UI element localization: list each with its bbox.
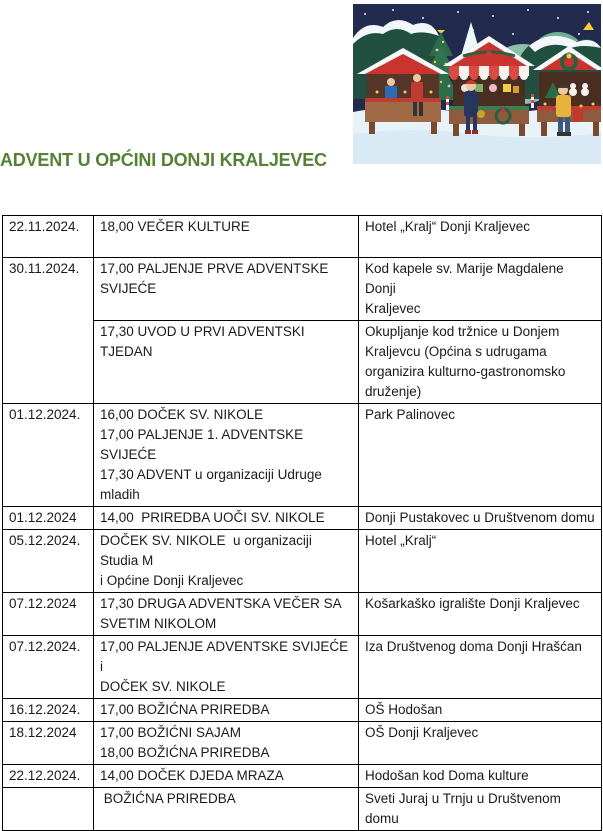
location-text: Kod kapele sv. Marije Magdalene Donji [365, 261, 568, 296]
location-cell [359, 530, 602, 593]
date-text: 01.12.2024. [9, 407, 81, 422]
date-cell [3, 530, 94, 593]
event-cell [94, 404, 359, 507]
event-text: BOŽIĆNA PRIREDBA [100, 791, 236, 806]
event-cell [94, 507, 359, 530]
date-text: 18.12.2024 [9, 725, 77, 740]
table-row [3, 404, 602, 507]
advent-schedule-table [2, 215, 602, 831]
event-cell [94, 699, 359, 722]
event-text: i Općine Donji Kraljevec [100, 573, 244, 588]
event-text: 17,30 UVOD U PRVI ADVENTSKI TJEDAN [100, 324, 312, 359]
date-cell [3, 216, 94, 258]
location-text: OŠ Hodošan [365, 702, 443, 717]
location-cell [359, 321, 602, 404]
christmas-market-illustration [353, 4, 601, 164]
event-cell [94, 530, 359, 593]
event-cell [94, 258, 359, 321]
location-cell [359, 507, 602, 530]
page-title: ADVENT U OPĆINI DONJI KRALJEVEC [0, 150, 327, 170]
event-text: 17,00 PALJENJE 1. ADVENTSKE SVIJEĆE [100, 427, 307, 462]
table-row [3, 507, 602, 530]
event-text: DOČEK SV. NIKOLE u organizaciji Studia M [100, 533, 316, 568]
location-cell [359, 404, 602, 507]
location-text: Kraljevcu (Općina s udrugama [365, 344, 547, 359]
event-text: mladih [100, 487, 140, 502]
date-text: 07.12.2024. [9, 639, 81, 654]
date-text: 30.11.2024. [9, 261, 80, 276]
event-text: 17,30 DRUGA ADVENTSKA VEČER SA [100, 596, 342, 611]
event-cell [94, 722, 359, 765]
event-text: 18,00 VEČER KULTURE [100, 219, 250, 234]
table-row [3, 530, 602, 593]
location-text: OŠ Donji Kraljevec [365, 725, 479, 740]
date-text: 01.12.2024 [9, 510, 77, 525]
date-text: 22.12.2024. [9, 768, 81, 783]
location-text: druženje) [365, 384, 422, 399]
event-text: 14,00 DOČEK DJEDA MRAZA [100, 768, 284, 783]
event-text: 17,00 BOŽIĆNI SAJAM [100, 725, 242, 740]
date-cell [3, 722, 94, 765]
event-text: DOČEK SV. NIKOLE [100, 679, 226, 694]
date-cell [3, 765, 94, 788]
location-cell [359, 258, 602, 321]
location-text: Hodošan kod Doma kulture [365, 768, 529, 783]
location-text: Donji Pustakovec u Društvenom domu [365, 510, 595, 525]
location-text: Iza Društvenog doma Donji Hrašćan [365, 639, 582, 654]
date-cell [3, 636, 94, 699]
table-row [3, 636, 602, 699]
table-row [3, 216, 602, 258]
christmas-market-scene [353, 4, 601, 164]
date-text: 16.12.2024. [9, 702, 81, 717]
location-text: Sveti Juraj u Trnju u Društvenom domu [365, 791, 565, 826]
event-text: 14,00 PRIREDBA UOČI SV. NIKOLE [100, 510, 325, 525]
location-text: Okupljanje kod tržnice u Donjem [365, 324, 560, 339]
date-cell [3, 699, 94, 722]
table-row [3, 258, 602, 321]
table-row [3, 765, 602, 788]
table-row [3, 593, 602, 636]
date-cell [3, 593, 94, 636]
event-text: 16,00 DOČEK SV. NIKOLE [100, 407, 264, 422]
event-cell [94, 765, 359, 788]
event-cell [94, 593, 359, 636]
table-row [3, 722, 602, 765]
location-cell [359, 636, 602, 699]
date-text: 22.11.2024. [9, 219, 80, 234]
location-text: organizira kulturno-gastronomsko [365, 364, 566, 379]
date-cell [3, 404, 94, 507]
event-cell [94, 636, 359, 699]
event-text: 17,00 BOŽIĆNA PRIREDBA [100, 702, 270, 717]
location-cell [359, 593, 602, 636]
event-text: 17,00 PALJENJE ADVENTSKE SVIJEĆE i [100, 639, 352, 674]
date-text: 05.12.2024. [9, 533, 81, 548]
event-cell [94, 216, 359, 258]
location-cell [359, 216, 602, 258]
date-cell [3, 788, 94, 831]
event-cell [94, 321, 359, 404]
event-text: SVETIM NIKOLOM [100, 616, 217, 631]
location-cell [359, 788, 602, 831]
location-text: Park Palinovec [365, 407, 456, 422]
location-text: Hotel „Kralj“ [365, 533, 437, 548]
date-text: 07.12.2024 [9, 596, 77, 611]
location-cell [359, 699, 602, 722]
date-cell [3, 258, 94, 404]
event-text: 18,00 BOŽIĆNA PRIREDBA [100, 745, 270, 760]
table-row [3, 699, 602, 722]
table-row [3, 788, 602, 831]
location-text: Hotel „Kralj“ Donji Kraljevec [365, 219, 531, 234]
location-text: Kraljevec [365, 301, 421, 316]
event-text: 17,00 PALJENJE PRVE ADVENTSKE SVIJEĆE [100, 261, 333, 296]
date-cell [3, 507, 94, 530]
location-cell [359, 722, 602, 765]
location-cell [359, 765, 602, 788]
event-text: 17,30 ADVENT u organizaciji Udruge [100, 467, 322, 482]
event-cell [94, 788, 359, 831]
location-text: Košarkaško igralište Donji Kraljevec [365, 596, 580, 611]
